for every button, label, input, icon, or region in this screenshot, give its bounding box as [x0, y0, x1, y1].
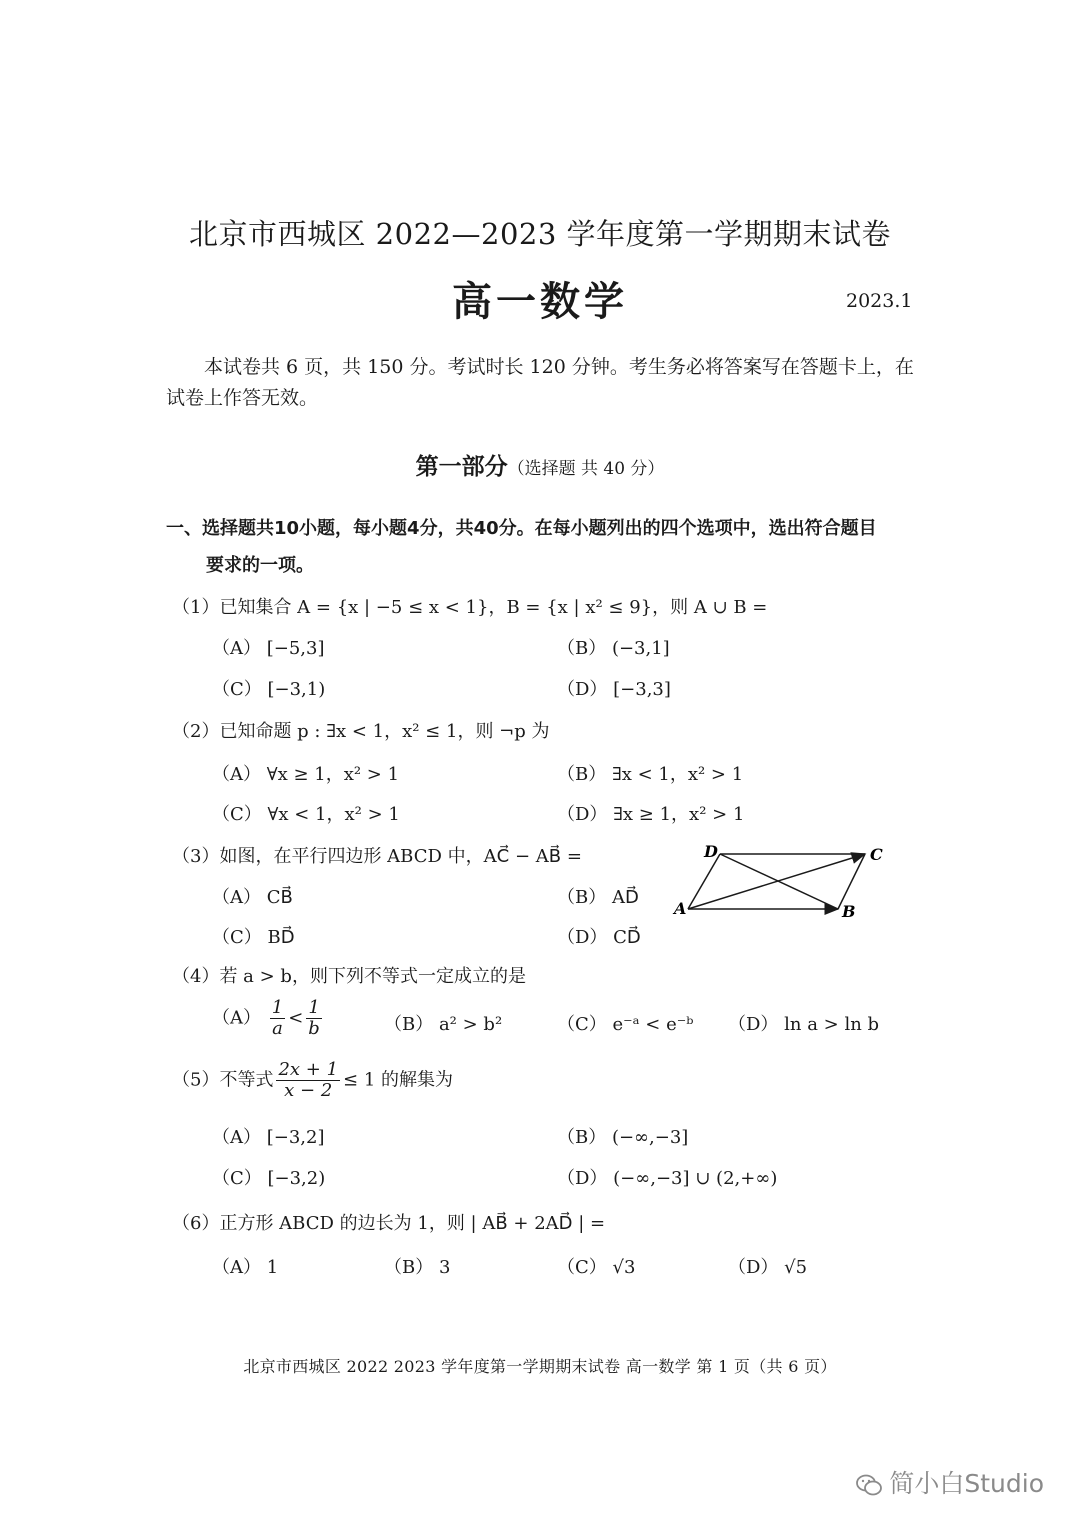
q6-option-b: （B） 3	[384, 1257, 451, 1278]
watermark	[855, 1464, 1044, 1500]
fraction-1-over-b: $\frac{1}{b}$	[308, 997, 320, 1039]
wechat-icon	[855, 1471, 883, 1499]
vertex-label-d: D	[704, 842, 718, 861]
q1-option-c: （C） [−3,1)	[212, 679, 326, 700]
section-heading-line1: 一、选择题共10小题，每小题4分，共40分。在每小题列出的四个选项中，选出符合题目	[166, 518, 877, 539]
q6-option-d: （D） √5	[728, 1257, 808, 1278]
question-3-stem: （3）如图，在平行四边形 ABCD 中，AC⃗ − AB⃗ =	[172, 846, 582, 867]
edge-bc	[838, 854, 865, 909]
question-5-stem	[172, 1060, 453, 1101]
q5-option-d: （D） (−∞,−3] ∪ (2,+∞)	[557, 1168, 778, 1189]
q6-option-a: （A） 1	[212, 1257, 279, 1278]
q4-option-d: （D） ln a > ln b	[728, 1014, 880, 1035]
q2-option-c: （C） ∀x < 1，x² > 1	[212, 804, 400, 825]
q1-option-a: （A） [−5,3]	[212, 638, 325, 659]
q5-stem-prefix: （5）不等式	[172, 1069, 274, 1091]
q5-stem-suffix: ≤ 1 的解集为	[343, 1069, 454, 1091]
q5-option-c: （C） [−3,2)	[212, 1168, 326, 1189]
exam-instructions: 本试卷共 6 页，共 150 分。考试时长 120 分钟。考生务必将答案写在答题卡上，在试卷上作答无效。	[166, 356, 914, 409]
q4-option-c: （C） e⁻ᵃ < e⁻ᵇ	[557, 1014, 694, 1035]
q4-option-a-label: （A）	[212, 1007, 261, 1029]
subject-title: 高一数学	[452, 279, 628, 325]
less-than-sign: <	[288, 1007, 304, 1029]
section-heading-line2: 要求的一项。	[206, 555, 314, 576]
q1-option-b: （B） (−3,1]	[557, 638, 670, 659]
fraction-1-over-a: $\frac{1}{a}$	[271, 997, 284, 1039]
q5-fraction: $\frac{2x + 1}{x - 2}$	[278, 1059, 339, 1101]
page-footer: 北京市西城区 2022 2023 学年度第一学期期末试卷 高一数学 第 1 页（共 6 页）	[243, 1357, 837, 1376]
part-title: 第一部分	[415, 454, 508, 480]
q3-option-a: （A） CB⃗	[212, 887, 293, 908]
diagonal-bd	[720, 854, 838, 909]
q3-option-c: （C） BD⃗	[212, 927, 295, 948]
q1-option-d: （D） [−3,3]	[557, 679, 671, 700]
vertex-label-c: C	[870, 845, 883, 864]
vertex-label-b: B	[842, 902, 856, 921]
watermark-text: 简小白Studio	[889, 1469, 1044, 1498]
part-heading	[0, 448, 1080, 481]
q2-option-a: （A） ∀x ≥ 1，x² > 1	[212, 764, 400, 785]
question-2-stem: （2）已知命题 p : ∃x < 1，x² ≤ 1，则 ¬p 为	[172, 721, 550, 742]
q2-option-d: （D） ∃x ≥ 1，x² > 1	[557, 804, 745, 825]
q3-option-d: （D） CD⃗	[557, 927, 641, 948]
q3-option-b: （B） AD⃗	[557, 887, 639, 908]
question-6-stem: （6）正方形 ABCD 的边长为 1，则 | AB⃗ + 2AD⃗ | =	[172, 1213, 606, 1234]
parallelogram-figure	[670, 838, 900, 928]
q4-option-b: （B） a² > b²	[384, 1014, 503, 1035]
q5-option-b: （B） (−∞,−3]	[557, 1127, 689, 1148]
q4-option-a	[212, 998, 325, 1039]
q6-option-c: （C） √3	[557, 1257, 636, 1278]
q2-option-b: （B） ∃x < 1，x² > 1	[557, 764, 744, 785]
exam-date: 2023.1	[846, 290, 913, 312]
part-subtitle: （选择题 共 40 分）	[507, 459, 665, 479]
question-4-stem: （4）若 a > b，则下列不等式一定成立的是	[172, 966, 526, 987]
exam-title: 北京市西城区 2022—2023 学年度第一学期期末试卷	[188, 217, 892, 251]
vertex-label-a: A	[674, 899, 687, 918]
q5-option-a: （A） [−3,2]	[212, 1127, 325, 1148]
question-1-stem: （1）已知集合 A = {x | −5 ≤ x < 1}，B = {x | x² ≤ 9}，则 A ∪ B =	[172, 597, 768, 618]
